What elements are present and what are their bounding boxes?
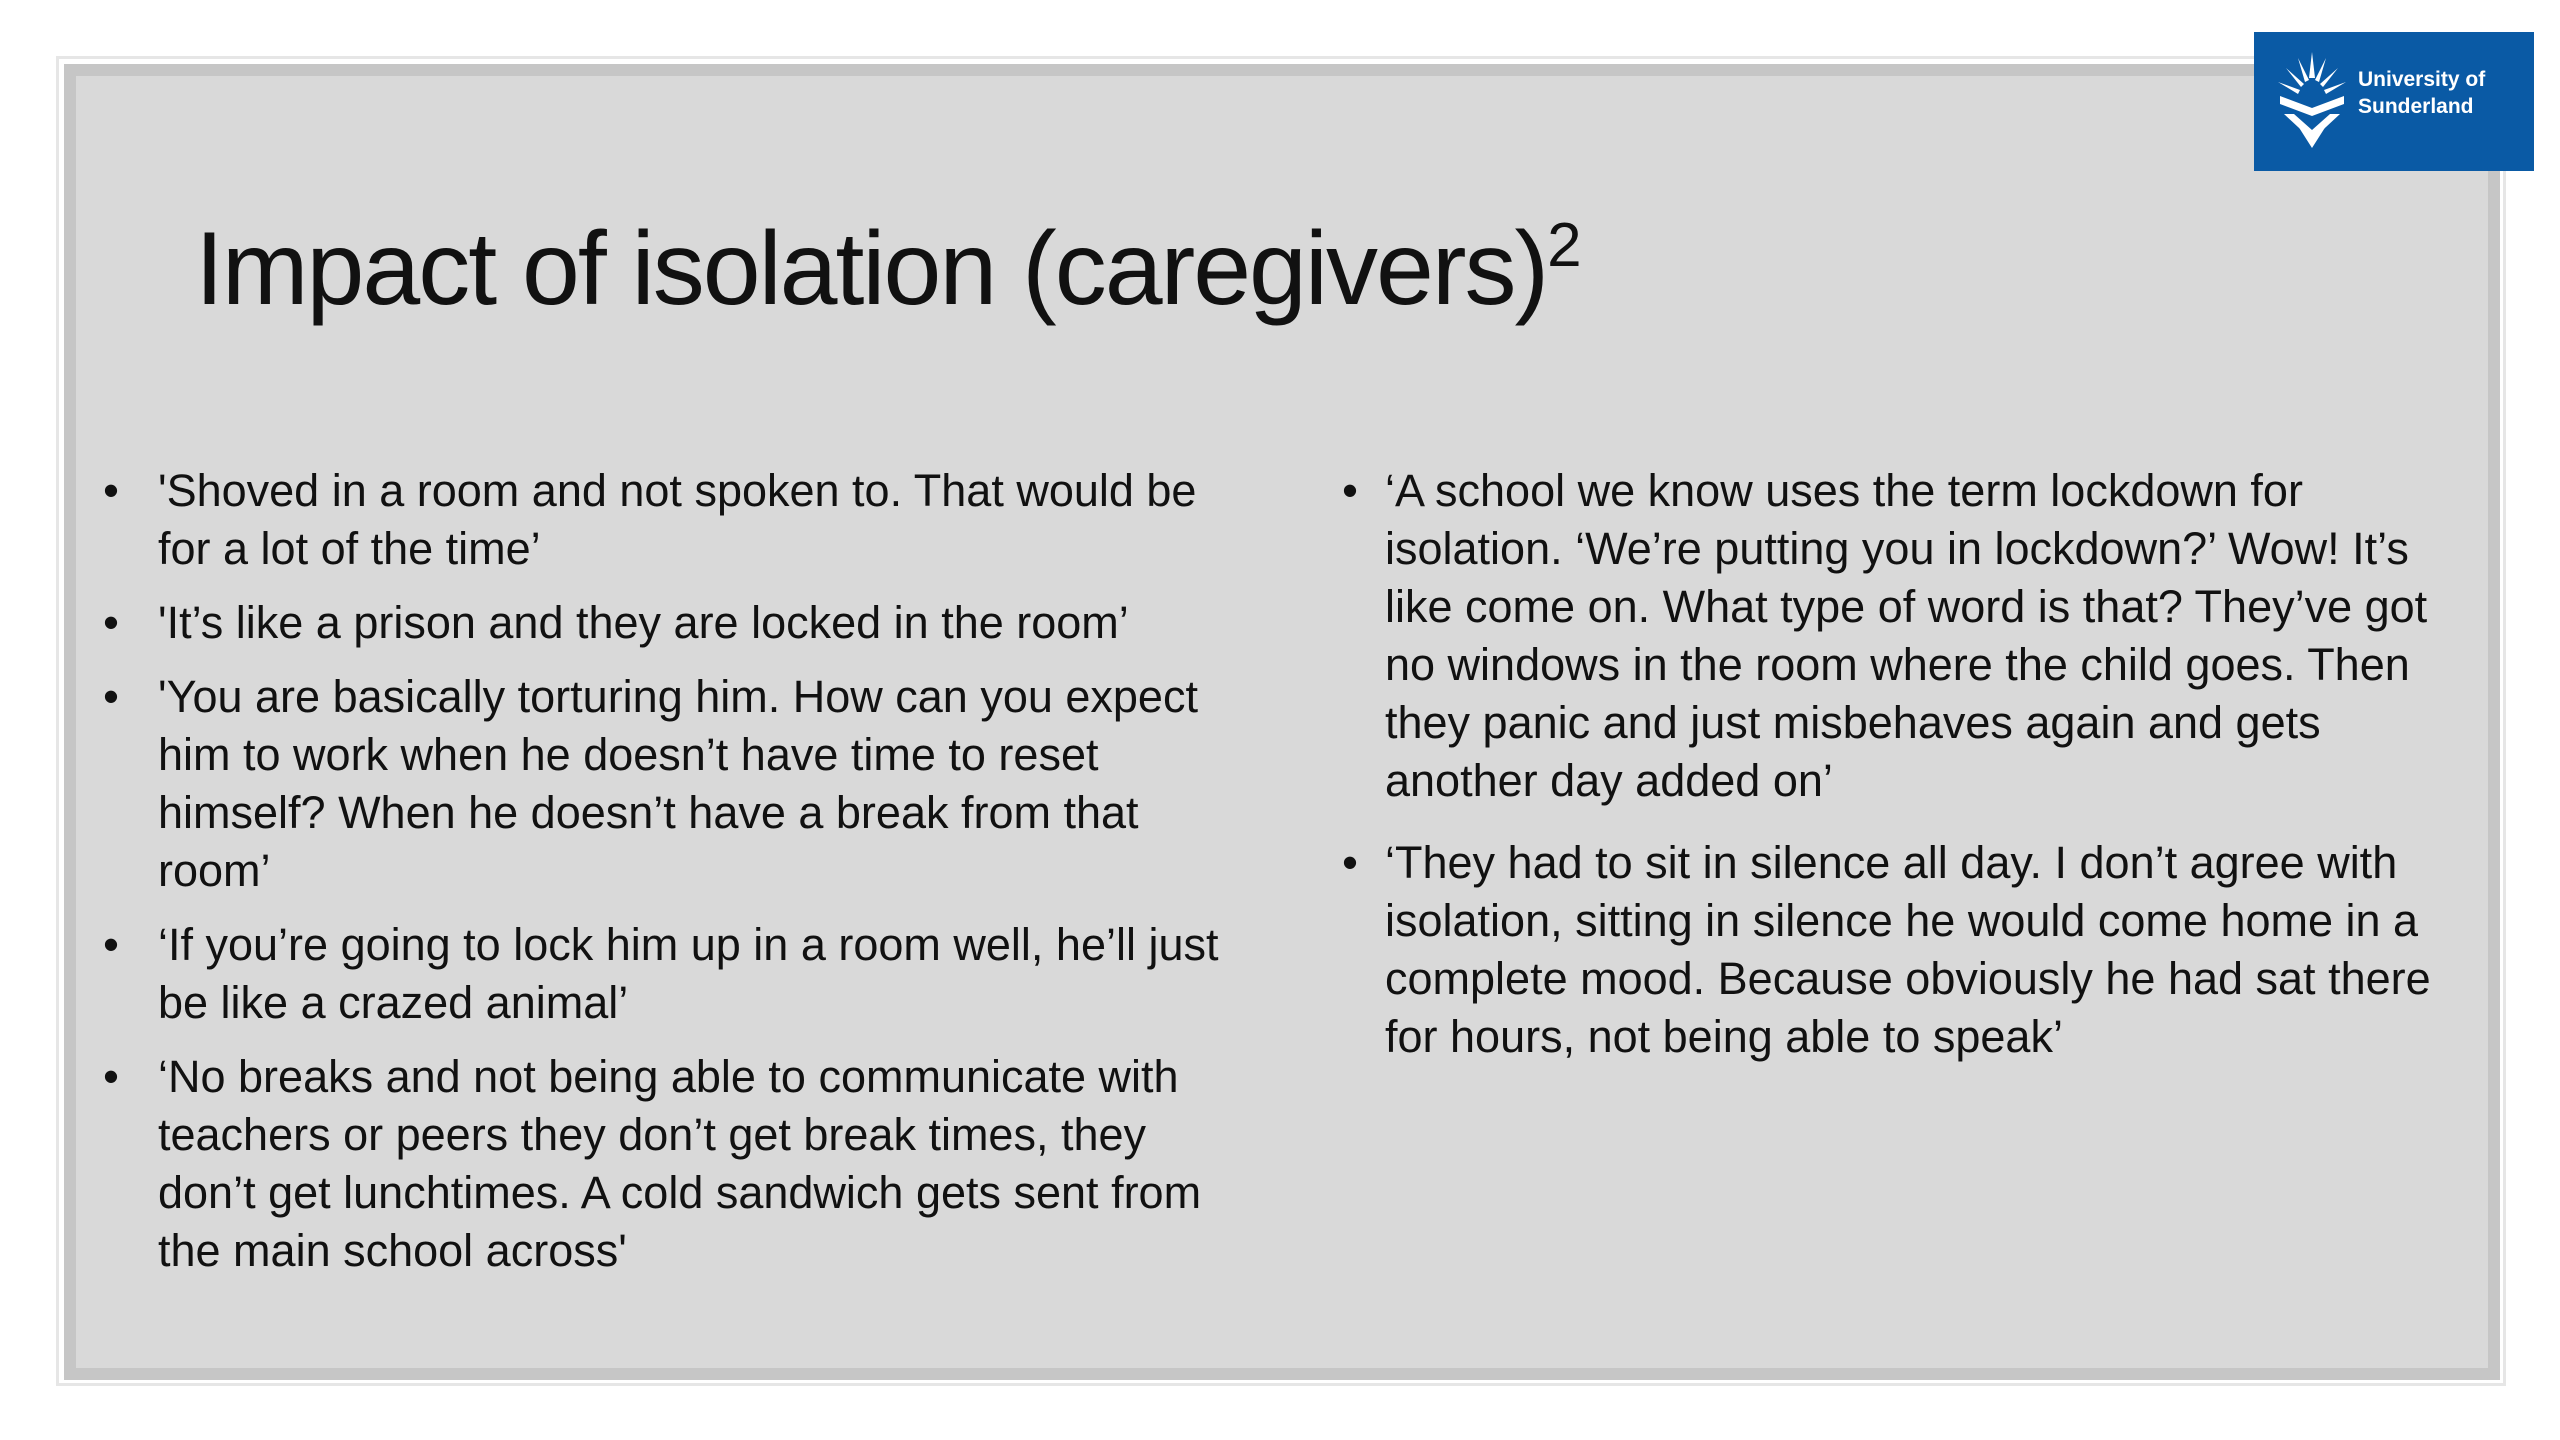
bullet-item — [96, 462, 1256, 578]
quote-text: ‘No breaks and not being able to communicate with teachers or peers they don’t get break times, they don’t get lunchtimes. A cold sandwich gets sent from the main school across' — [158, 1051, 1202, 1276]
bullet-item — [1335, 462, 2455, 810]
sunderland-crest-icon — [2274, 44, 2350, 159]
bullet-item — [96, 916, 1256, 1032]
university-logo — [2254, 32, 2534, 171]
logo-text: University of Sunderland — [2358, 68, 2486, 118]
slide-title — [195, 210, 1582, 329]
quote-text: 'You are basically torturing him. How can you expect him to work when he doesn’t have time to reset himself? When he doesn’t have a break from that room’ — [158, 671, 1198, 896]
quote-text: 'It’s like a prison and they are locked in the room’ — [158, 597, 1129, 648]
bullet-dot: • — [1342, 465, 1358, 516]
left-bullet-list — [96, 462, 1256, 1296]
quote-text: ‘A school we know uses the term lockdown for isolation. ‘We’re putting you in lockdown?’ Wow! It’s like come on. What type of word is that? They’ve got no windows in the room where the child goes. Then they panic and just misbehaves again and gets another day added on’ — [1385, 465, 2428, 806]
bullet-item — [1335, 834, 2455, 1066]
bullet-item — [96, 668, 1256, 900]
slide-title-text: Impact of isolation (caregivers) — [195, 211, 1548, 327]
bullet-dot: • — [103, 465, 119, 516]
bullet-dot: • — [103, 1051, 119, 1102]
quote-text: 'Shoved in a room and not spoken to. That would be for a lot of the time’ — [158, 465, 1197, 574]
bullet-dot: • — [103, 597, 119, 648]
quote-text: ‘They had to sit in silence all day. I don’t agree with isolation, sitting in silence he would come home in a complete mood. Because obviously he had sat there for hours, not being able to speak’ — [1385, 837, 2431, 1062]
bullet-dot: • — [103, 671, 119, 722]
quote-text: ‘If you’re going to lock him up in a room well, he’ll just be like a crazed animal’ — [158, 919, 1219, 1028]
bullet-item — [96, 1048, 1256, 1280]
bullet-dot: • — [1342, 837, 1358, 888]
right-bullet-list — [1335, 462, 2455, 1090]
title-superscript: 2 — [1547, 211, 1582, 280]
bullet-dot: • — [103, 919, 119, 970]
bullet-item — [96, 594, 1256, 652]
